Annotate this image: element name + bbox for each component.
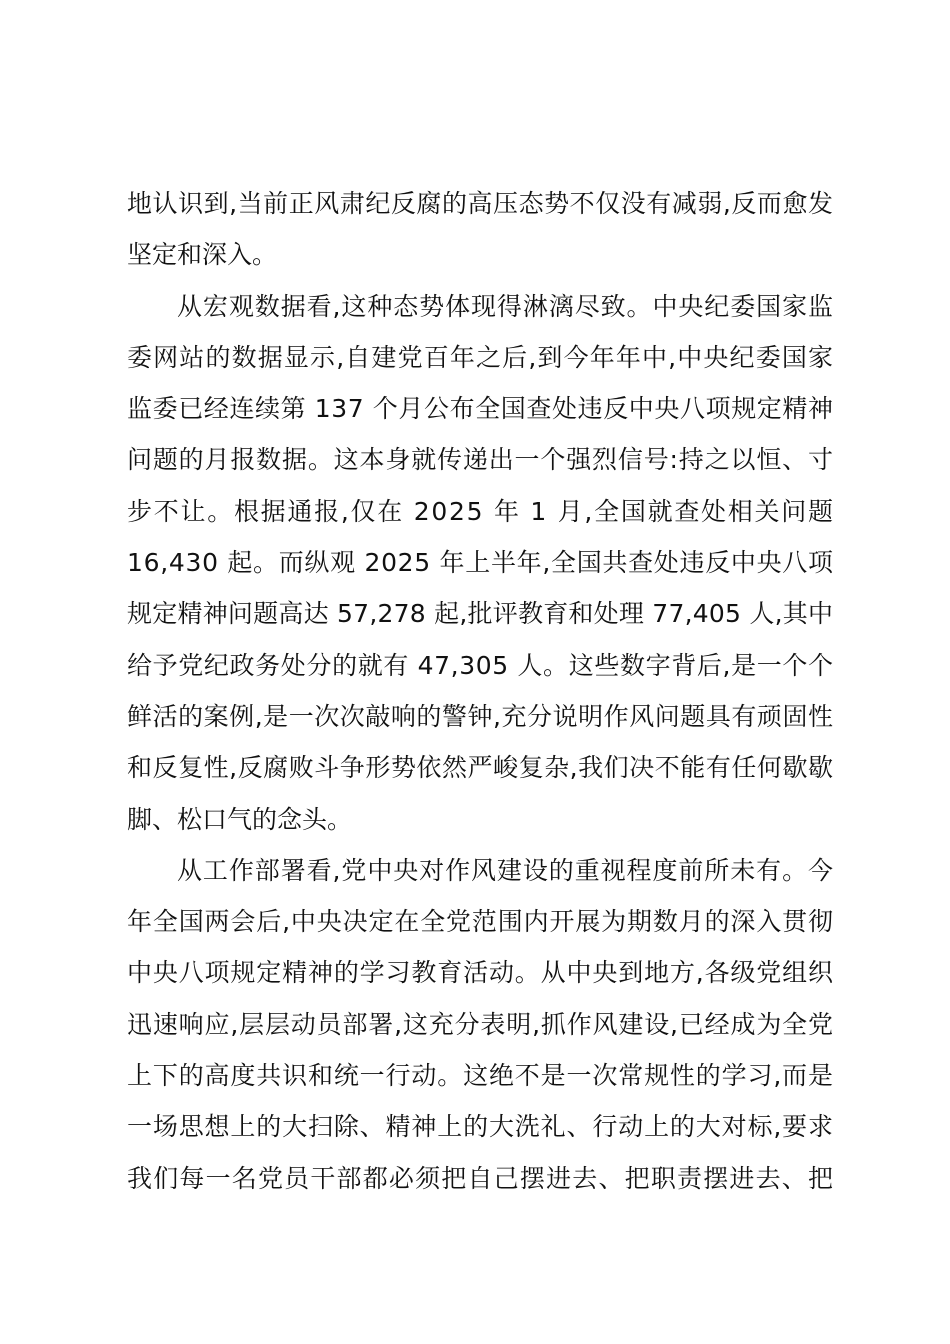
text-line: 我们每一名党员干部都必须把自己摆进去、把职责摆进去、把	[127, 1163, 835, 1193]
text-line: 一场思想上的大扫除、精神上的大洗礼、行动上的大对标,要求	[127, 1112, 834, 1142]
body-text	[127, 178, 833, 1204]
text-line: 年全国两会后,中央决定在全党范围内开展为期数月的深入贯彻	[127, 907, 834, 937]
text-line: 迅速响应,层层动员部署,这充分表明,抓作风建设,已经成为全党	[127, 1009, 834, 1039]
text-line: 地认识到,当前正风肃纪反腐的高压态势不仅没有减弱,反而愈发	[127, 189, 834, 218]
text-line: 上下的高度共识和统一行动。这绝不是一次常规性的学习,而是	[127, 1061, 834, 1091]
text-line: 中央八项规定精神的学习教育活动。从中央到地方,各级党组织	[127, 958, 834, 988]
text-line: 监委已经连续第 137 个月公布全国查处违反中央八项规定精神	[127, 394, 834, 424]
text-line: 16,430 起。而纵观 2025 年上半年,全国共查处违反中央八项	[127, 548, 834, 578]
text-line: 坚定和深入。	[127, 240, 278, 270]
text-line: 从工作部署看,党中央对作风建设的重视程度前所未有。今	[177, 855, 834, 885]
text-line: 鲜活的案例,是一次次敲响的警钟,充分说明作风问题具有顽固性	[127, 701, 834, 731]
text-line: 脚、松口气的念头。	[127, 804, 353, 834]
text-line: 问题的月报数据。这本身就传递出一个强烈信号:持之以恒、寸	[127, 445, 834, 475]
text-line: 规定精神问题高达 57,278 起,批评教育和处理 77,405 人,其中	[127, 599, 834, 629]
text-line: 步不让。根据通报,仅在 2025 年 1 月,全国就查处相关问题	[127, 496, 835, 526]
text-line: 和反复性,反腐败斗争形势依然严峻复杂,我们决不能有任何歇歇	[127, 753, 834, 783]
text-line: 委网站的数据显示,自建党百年之后,到今年年中,中央纪委国家	[127, 342, 835, 372]
text-line: 从宏观数据看,这种态势体现得淋漓尽致。中央纪委国家监	[177, 291, 834, 321]
text-line: 给予党纪政务处分的就有 47,305 人。这些数字背后,是一个个	[127, 650, 834, 680]
